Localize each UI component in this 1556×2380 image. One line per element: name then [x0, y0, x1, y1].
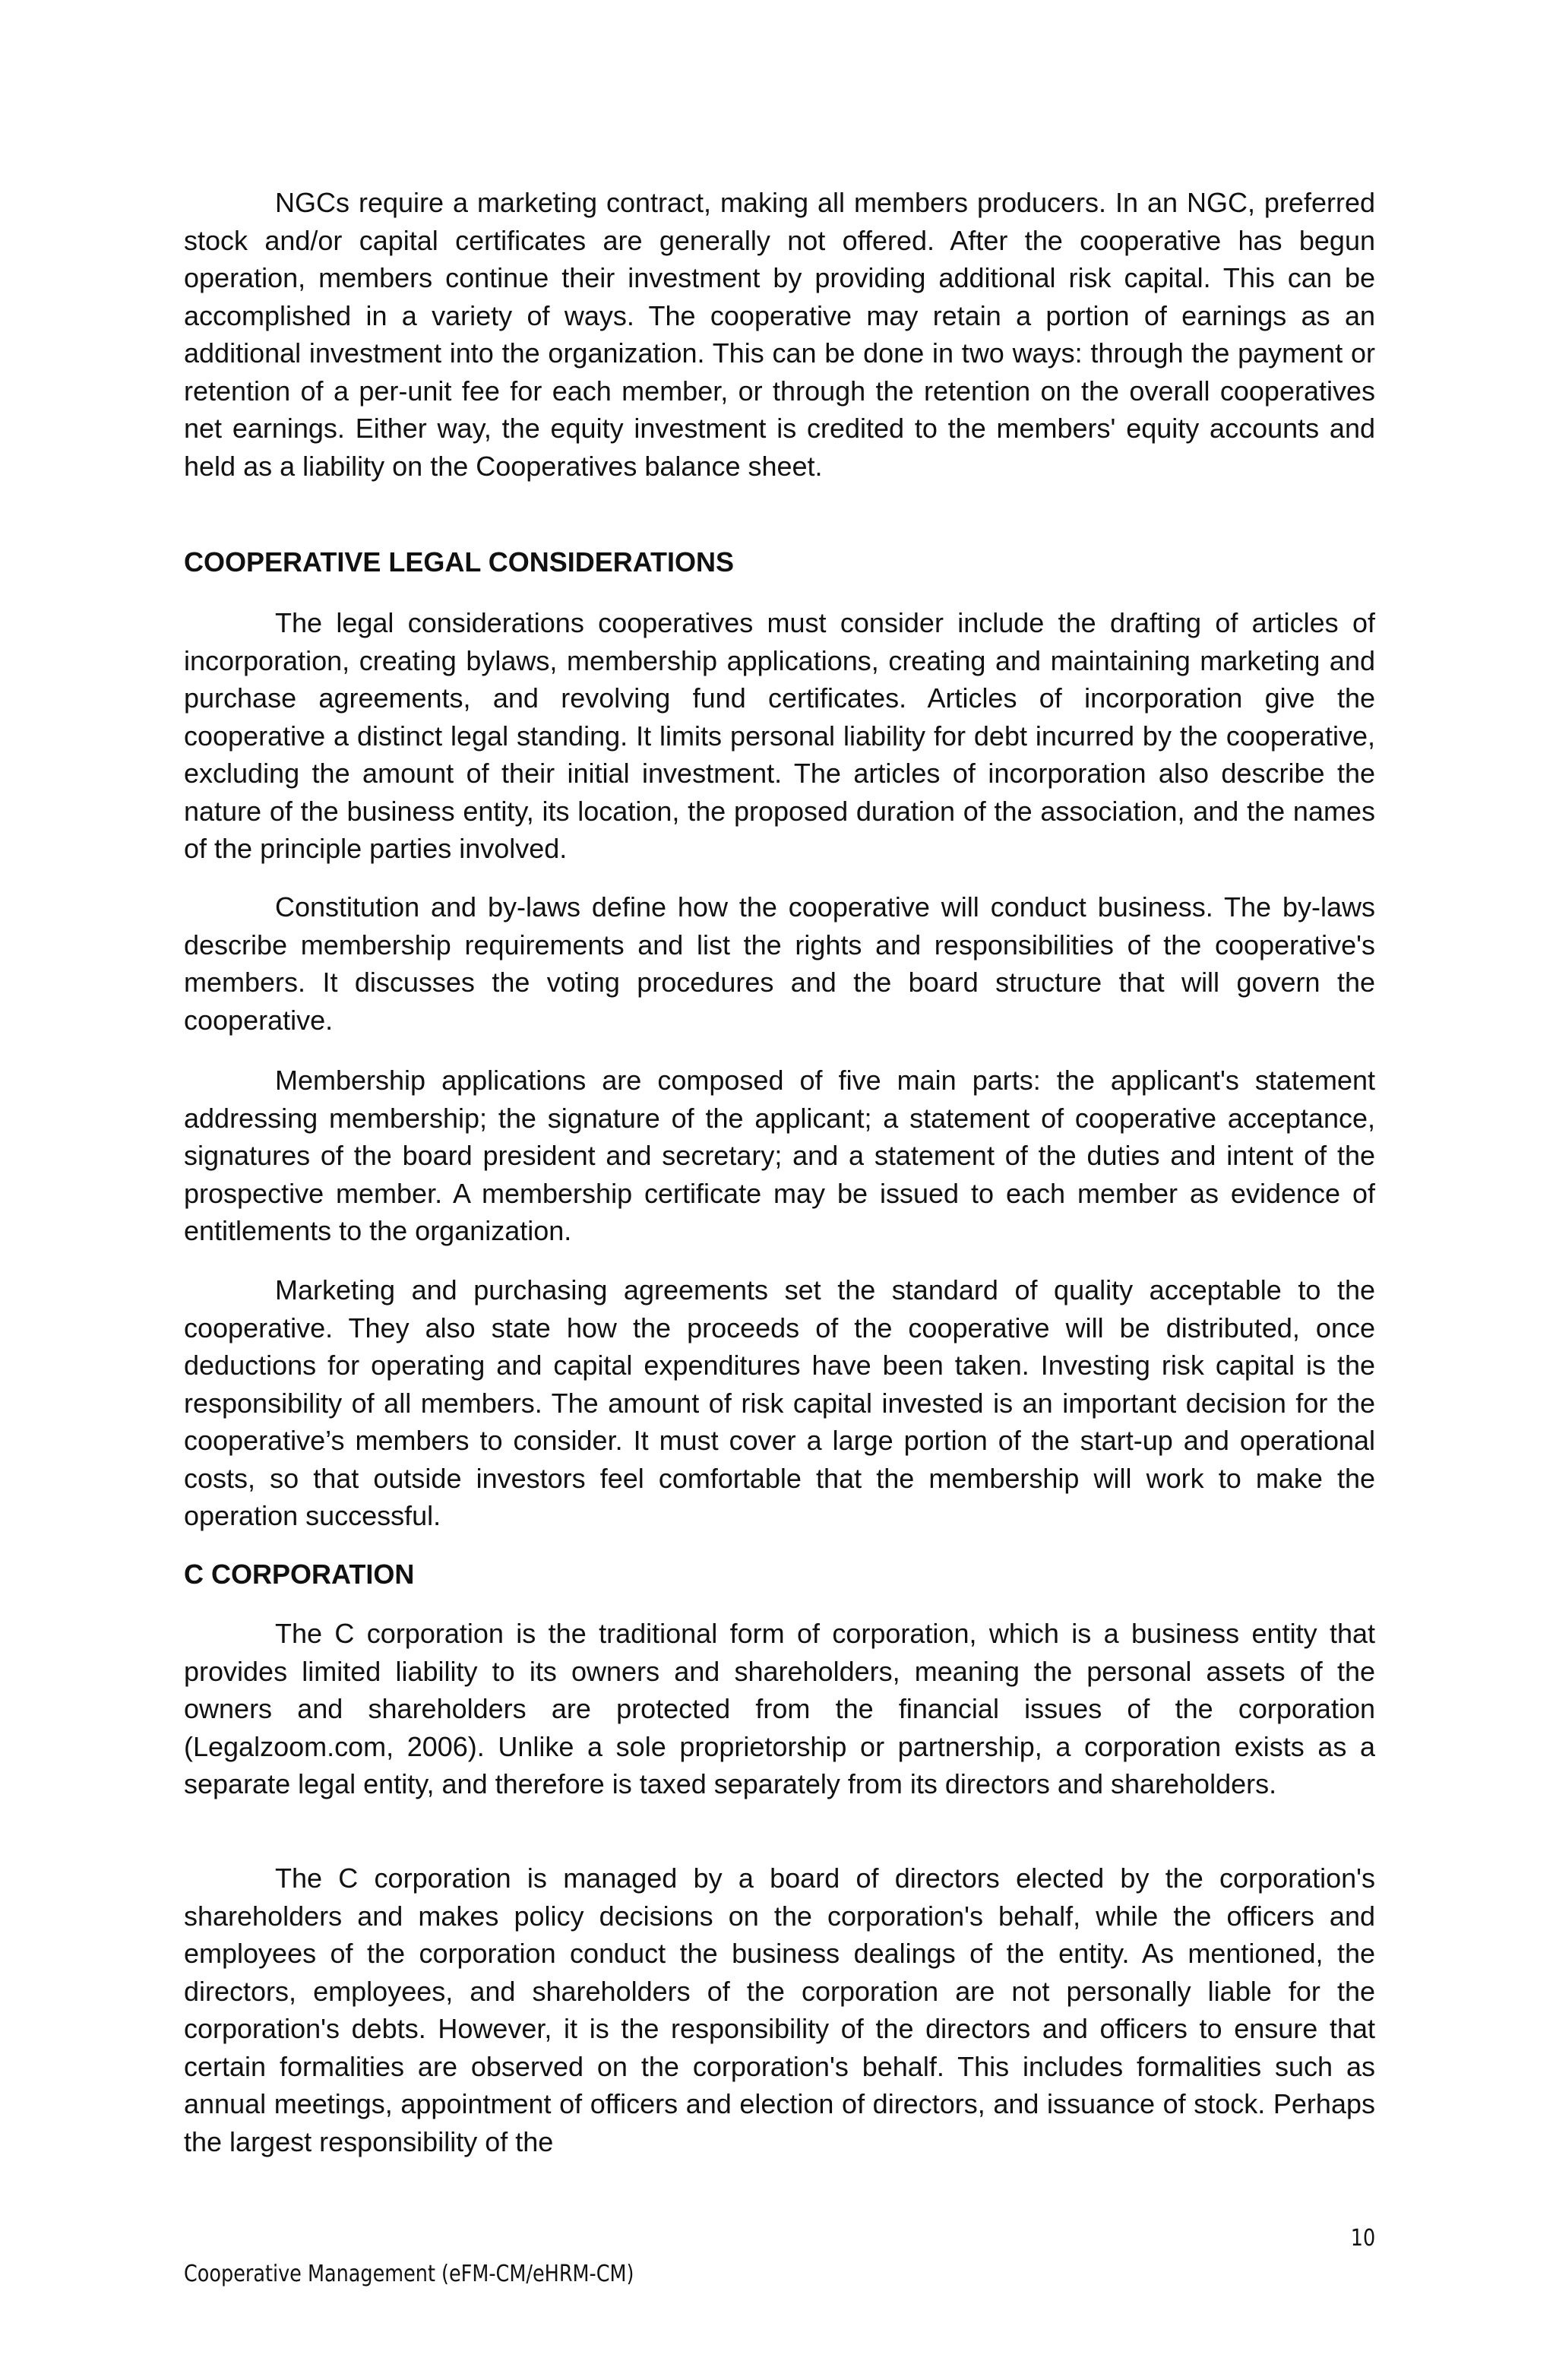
paragraph-c-corp-management: The C corporation is managed by a board of directors elected by the corporation's shareholders and makes policy decisions on the corporation's behalf, while the officers and employees of the corporation conduct the business dealings of the entity. As mentioned, the directors, employees, and shareholders of the corporation are not personally liable for the corporation's debts. However, it is the responsibility of the directors and officers to ensure that certain formalities are observed on the corporation's behalf. This includes formalities such as annual meetings, appointment of officers and election of directors, and issuance of stock. Perhaps the largest responsibility of the — [184, 1863, 1375, 2157]
paragraph-bylaws: Constitution and by-laws define how the cooperative will conduct business. The by-laws describe membership requirements and list the rights and responsibilities of the cooperative's members. It discusses the voting procedures and the board structure that will govern the cooperative. — [184, 891, 1375, 1036]
paragraph-membership: Membership applications are composed of five main parts: the applicant's statement addressing membership; the signature of the applicant; a statement of cooperative acceptance, signatures of the board president and secretary; and a statement of the duties and intent of the prospective member. A membership certificate may be issued to each member as evidence of entitlements to the organization. — [184, 1065, 1375, 1246]
paragraph-legal-considerations: The legal considerations cooperatives must consider include the drafting of articles of incorporation, creating bylaws, membership applications, creating and maintaining marketing and purchase agreements, and revolving fund certificates. Articles of incorporation give the cooperative a distinct legal standing. It limits personal liability for debt incurred by the cooperative, excluding the amount of their initial investment. The articles of incorporation also describe the nature of the business entity, its location, the proposed duration of the association, and the names of the principle parties involved. — [184, 607, 1375, 864]
paragraph-c-corp-definition: The C corporation is the traditional form of corporation, which is a business entity that provides limited liability to its owners and shareholders, meaning the personal assets of the owners and shareholders are protected from the financial issues of the corporation (Legalzoom.com, 2006). Unlike a sole proprietorship or partnership, a corporation exists as a separate legal entity, and therefore is taxed separately from its directors and shareholders. — [184, 1618, 1375, 1799]
page-number: 10 — [1350, 2225, 1375, 2252]
paragraph-marketing-agreements: Marketing and purchasing agreements set the standard of quality acceptable to the cooperative. They also state how the proceeds of the cooperative will be distributed, once deductions for operating and capital expenditures have been taken. Investing risk capital is the responsibility of all members. The amount of risk capital invested is an important decision for the cooperative’s members to consider. It must cover a large portion of the start-up and operational costs, so that outside investors feel comfortable that the membership will work to make the operation successful. — [184, 1274, 1375, 1531]
footer-title: Cooperative Management (eFM-CM/eHRM-CM) — [184, 2261, 634, 2287]
heading-c-corporation: C CORPORATION — [184, 1559, 415, 1590]
paragraph-ngc-equity: NGCs require a marketing contract, making all members producers. In an NGC, preferred stock and/or capital certificates are generally not offered. After the cooperative has begun operation, members continue their investment by providing additional risk capital. This can be accomplished in a variety of ways. The cooperative may retain a portion of earnings as an additional investment into the organization. This can be done in two ways: through the payment or retention of a per-unit fee for each member, or through the retention on the overall cooperatives net earnings. Either way, the equity investment is credited to the members' equity accounts and held as a liability on the Cooperatives balance sheet. — [184, 187, 1375, 482]
heading-cooperative-legal: COOPERATIVE LEGAL CONSIDERATIONS — [184, 546, 735, 578]
